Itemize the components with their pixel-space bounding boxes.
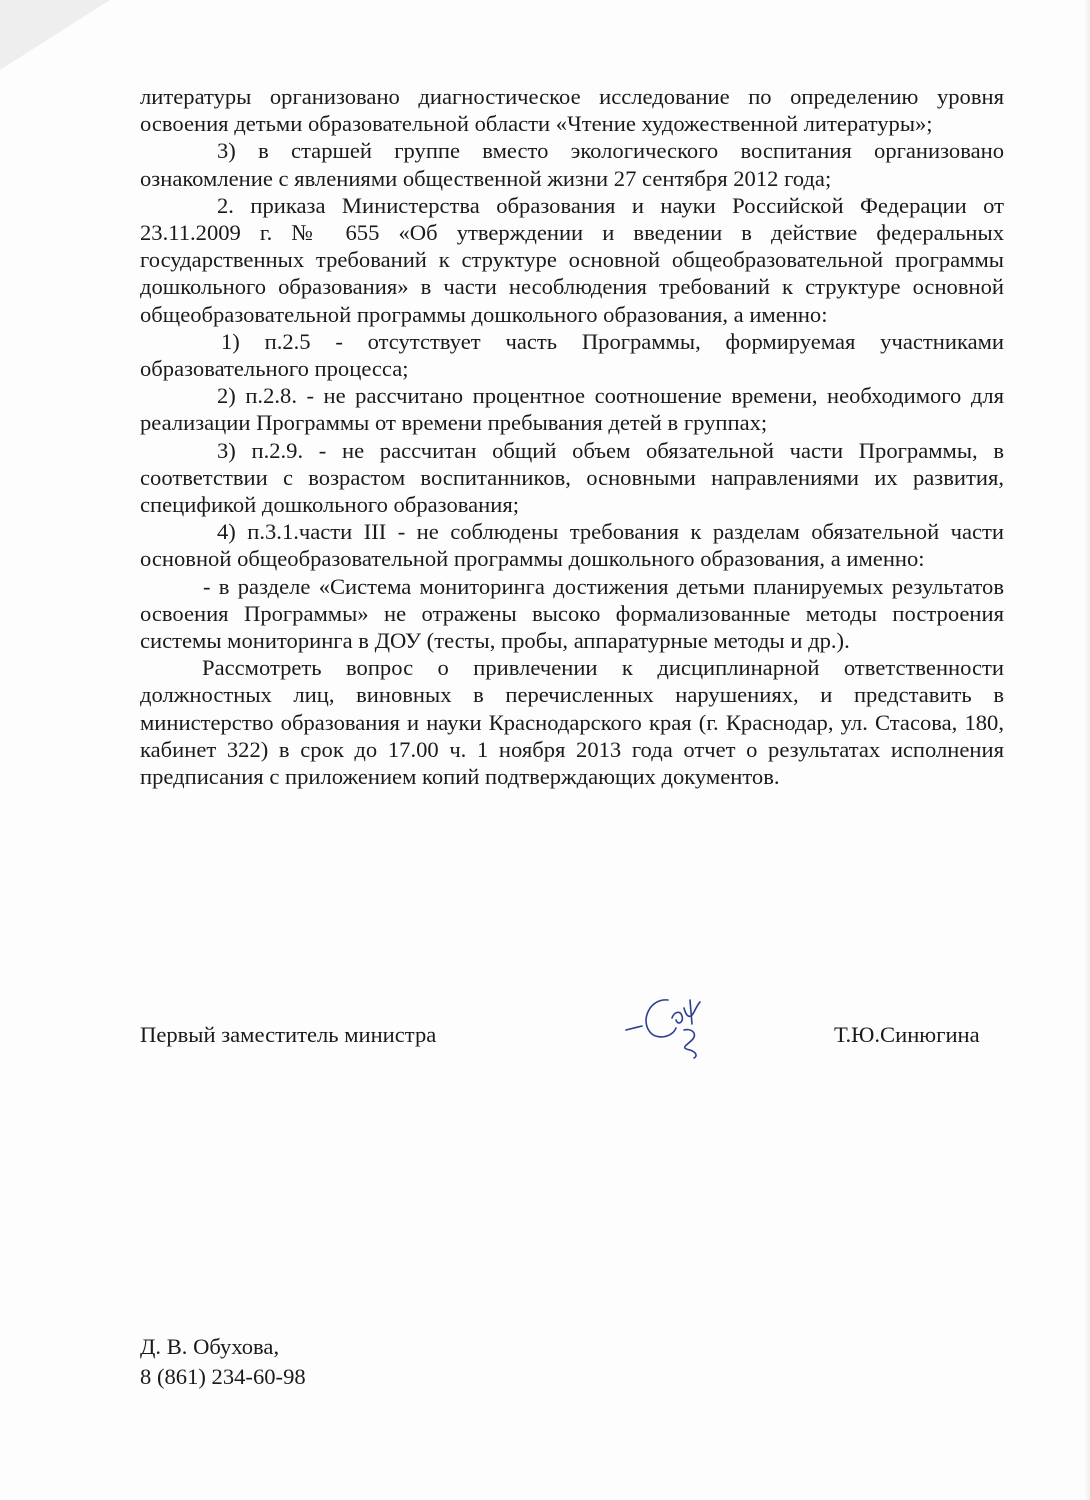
paragraph-item-p2-9: 3) п.2.9. - не рассчитан общий объем обязательной части Программы, в соответствии с возрастом воспитанников, основными направлениями их развития, спецификой дошкольного образования; [140, 437, 1004, 518]
paragraph-monitoring-section: - в разделе «Система мониторинга достижения детьми планируемых результатов освоения Программы» не отражены высоко формализованные методы построения системы мониторинга в ДОУ (тесты, пробы, аппаратурные методы и др.). [140, 573, 1004, 654]
contact-name: Д. В. Обухова, [140, 1334, 280, 1359]
contact-phone: 8 (861) 234-60-98 [140, 1364, 306, 1389]
contact-block [140, 1332, 306, 1392]
paragraph-item-3-senior-group: 3) в старшей группе вместо экологического воспитания организовано ознакомление с явлениями общественной жизни 27 сентября 2012 года; [140, 138, 1004, 191]
signatory-position: Первый заместитель министра [140, 1022, 437, 1047]
document-body [140, 83, 1004, 790]
paragraph-item-p3-1: 4) п.3.1.части III - не соблюдены требования к разделам обязательной части основной общеобразовательной программы дошкольного образования, а именно: [140, 519, 1004, 572]
paragraph-item-p2-8: 2) п.2.8. - не рассчитано процентное соотношение времени, необходимого для реализации Программы от времени пребывания детей в группах; [140, 383, 1004, 436]
signatory-name: Т.Ю.Синюгина [834, 1022, 980, 1047]
scan-edge-shadow [1084, 0, 1090, 1500]
paragraph-order-655: 2. приказа Министерства образования и науки Российской Федерации от 23.11.2009 г. № 655 «Об утверждении и введении в действие федеральных государственных требований к структуре основной общеобразовательной программы дошкольного образования» в части несоблюдения требований к структуре основной общеобразовательной программы дошкольного образования, а именно: [140, 192, 1004, 327]
handwritten-signature [620, 990, 720, 1062]
paragraph-item-p2-5: 1) п.2.5 - отсутствует часть Программы, формируемая участниками образовательного процесса; [140, 328, 1004, 382]
scan-corner-shadow [0, 0, 110, 70]
paragraph-continuation: литературы организовано диагностическое исследование по определению уровня освоения детьми образовательной области «Чтение художественной литературы»; [140, 84, 1004, 137]
paragraph-directive: Рассмотреть вопрос о привлечении к дисциплинарной ответственности должностных лиц, виновных в перечисленных нарушениях, и представить в министерство образования и науки Краснодарского края (г. Краснодар, ул. Стасова, 180, кабинет 322) в срок до 17.00 ч. 1 ноября 2013 года отчет о результатах исполнения предписания с приложением копий подтверждающих документов. [140, 655, 1004, 790]
